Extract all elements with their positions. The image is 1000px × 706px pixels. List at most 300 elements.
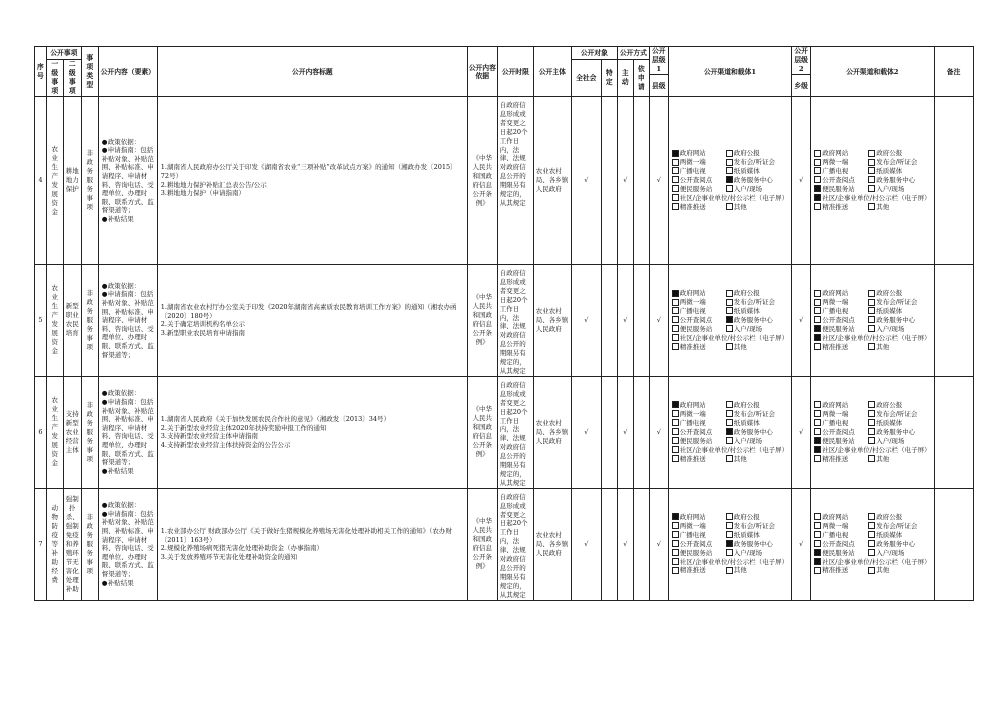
channel-option — [726, 307, 760, 316]
content-item-text: 补贴结果 — [107, 466, 134, 475]
content-title-line: 2.耕地地力保护补贴汇总表公告/公示 — [160, 180, 267, 189]
list-item — [102, 215, 155, 224]
header-on-request: 依申请 — [633, 60, 649, 97]
unchecked-box-icon — [726, 549, 733, 556]
unchecked-box-icon — [726, 307, 733, 314]
bullet-icon: ● — [101, 281, 108, 290]
header-channels1: 公开渠道和载体1 — [668, 47, 791, 97]
checked-box-icon — [814, 185, 821, 192]
channel-option — [726, 437, 762, 446]
channel-option — [672, 428, 726, 437]
subject-cell: 农业农村局、各乡镇人民政府 — [533, 488, 571, 600]
unchecked-box-icon — [814, 567, 821, 574]
channel-line — [672, 316, 788, 325]
channels2-cell — [811, 97, 934, 265]
level2-cell: 支持新型农业经营主体 — [63, 376, 81, 488]
header-level2: 二级事项 — [63, 60, 81, 97]
channel-label: 政府网站 — [679, 289, 706, 298]
content-item-text: 申请指南：包括补贴对象、补贴范围、补贴标准、申请程序、申请材料、咨询电话、受理单位、办理时限、联系方式、监督渠道等； — [101, 397, 154, 467]
channel-line — [814, 566, 930, 575]
list-item — [102, 579, 155, 588]
channel-option — [672, 298, 726, 307]
on-request-check — [633, 265, 649, 377]
channel-label: 政府公报 — [733, 513, 760, 522]
channel-option — [672, 194, 788, 203]
bullet-icon: ● — [101, 214, 108, 223]
channel-label: 社区/企事业单位/村公示栏（电子屏） — [679, 333, 789, 342]
channel-label: 纸质媒体 — [733, 530, 760, 539]
channel-option — [814, 334, 930, 343]
header-subject: 公开主体 — [533, 47, 571, 97]
channels1-cell — [668, 376, 791, 488]
unchecked-box-icon — [726, 522, 733, 529]
unchecked-box-icon — [814, 159, 821, 166]
content-item-text: 申请指南：包括补贴对象、补贴范围、补贴标准、申请程序、申请材料、咨询电话、受理单位、办理时限、联系方式、监督渠道等； — [101, 290, 154, 359]
channel-label: 政务服务中心 — [733, 315, 773, 324]
channel-line — [814, 325, 930, 334]
unchecked-box-icon — [672, 185, 679, 192]
remarks-cell — [934, 488, 973, 600]
table-row — [35, 265, 974, 377]
active-check: √ — [617, 265, 633, 377]
channel-label: 便民服务站 — [679, 184, 713, 193]
all-society-check: √ — [571, 265, 601, 377]
channel-option — [672, 437, 726, 446]
channel-line — [814, 185, 930, 194]
channel-option — [868, 419, 902, 428]
content-cell — [98, 488, 157, 600]
channel-label: 社区/企事业单位/村公示栏（电子屏） — [822, 445, 931, 454]
checked-box-icon — [814, 437, 821, 444]
on-request-check — [633, 97, 649, 265]
county-check: √ — [649, 376, 668, 488]
unchecked-box-icon — [868, 203, 875, 210]
channel-option — [672, 531, 726, 540]
unchecked-box-icon — [672, 299, 679, 306]
channel-label: 广播电视 — [822, 418, 849, 427]
channel-option — [726, 455, 747, 464]
unchecked-box-icon — [726, 167, 733, 174]
channel-line — [672, 185, 788, 194]
channel-option — [726, 410, 775, 419]
item-type-cell: 非政务服务事项 — [81, 97, 98, 265]
channel-label: 精准推送 — [822, 202, 849, 211]
channel-option — [672, 566, 726, 575]
unchecked-box-icon — [868, 401, 875, 408]
channel-option — [868, 316, 915, 325]
unchecked-box-icon — [726, 437, 733, 444]
channel-line — [672, 428, 788, 437]
level1-cell: 农业生产发展资金 — [46, 265, 63, 377]
all-society-check: √ — [571, 376, 601, 488]
content-item-text: 政策依据： — [107, 137, 141, 146]
content-item-text: 申请指南：包括补贴对象、补贴范围、补贴标准、申请程序、申请材料、咨询电话、受理单位、办理时限、联系方式、监督渠道等； — [101, 509, 154, 578]
channel-label: 广播电视 — [679, 307, 706, 316]
bullet-icon: ● — [101, 501, 108, 510]
channel-option — [814, 513, 868, 522]
channel-line — [672, 531, 788, 540]
subject-cell: 农业农村局、各乡镇人民政府 — [533, 265, 571, 377]
channel-label: 便民服务站 — [679, 436, 713, 445]
header-level-one-group: 公开层级1 — [649, 47, 668, 75]
unchecked-box-icon — [726, 185, 733, 192]
unchecked-box-icon — [868, 176, 875, 183]
channel-label: 政府网站 — [822, 401, 849, 410]
specific-check — [601, 376, 617, 488]
channel-option — [726, 298, 775, 307]
content-title-line: 3.支持新型农业经营主体申请指南 — [160, 432, 258, 441]
channel-label: 政务服务中心 — [876, 176, 916, 185]
channel-option — [726, 513, 760, 522]
channel-label: 政务服务中心 — [876, 427, 916, 436]
channel-option — [726, 203, 747, 212]
channel-option — [814, 540, 868, 549]
time-limit-cell: 自政府信息形成或者变更之日起20个工作日内，法律、法规对政府信息公开的期限另有规定的，从其规定 — [497, 488, 533, 600]
header-items-group: 公开事项 — [46, 47, 81, 60]
table-body — [35, 97, 974, 601]
checked-box-icon — [672, 401, 679, 408]
item-type-cell: 非政务服务事项 — [81, 265, 98, 377]
channel-label: 公开查阅点 — [679, 539, 713, 548]
channel-label: 公开查阅点 — [679, 176, 713, 185]
channel-option — [672, 410, 726, 419]
channel-label: 便民服务站 — [822, 184, 855, 193]
channel-option — [868, 325, 904, 334]
channel-option — [672, 513, 726, 522]
unchecked-box-icon — [814, 410, 821, 417]
list-item — [102, 146, 155, 215]
channel-option — [672, 289, 726, 298]
unchecked-box-icon — [814, 290, 821, 297]
unchecked-box-icon — [868, 513, 875, 520]
channel-label: 其他 — [876, 566, 890, 575]
channel-label: 入户/现场 — [876, 324, 905, 333]
channel-option — [868, 176, 915, 185]
channel-line — [672, 167, 788, 176]
seq-cell: 4 — [35, 97, 47, 265]
channel-label: 精准推送 — [679, 454, 706, 463]
channel-option — [814, 203, 868, 212]
channel-label: 公开查阅点 — [822, 315, 855, 324]
channel-label: 两微一端 — [822, 521, 849, 530]
channels2-cell — [811, 488, 934, 600]
channel-line — [814, 289, 930, 298]
unchecked-box-icon — [726, 410, 733, 417]
unchecked-box-icon — [726, 455, 733, 462]
unchecked-box-icon — [672, 410, 679, 417]
channel-line — [672, 325, 788, 334]
time-limit-cell: 自政府信息形成或者变更之日起20个工作日内，法律、法规对政府信息公开的期限另有规定的，从其规定 — [497, 376, 533, 488]
content-title-cell — [157, 376, 467, 488]
channel-label: 发布会/听证会 — [876, 410, 918, 419]
channel-option — [814, 446, 930, 455]
channel-label: 公开查阅点 — [679, 315, 713, 324]
header-target: 公开对象 — [571, 47, 617, 60]
unchecked-box-icon — [672, 549, 679, 556]
channel-line — [814, 194, 930, 203]
disclosure-table — [34, 46, 974, 601]
bullet-icon: ● — [101, 290, 108, 299]
channel-option — [672, 540, 726, 549]
unchecked-box-icon — [672, 540, 679, 547]
channel-label: 社区/企事业单位/村公示栏（电子屏） — [822, 193, 931, 202]
header-basis: 公开内容依据 — [467, 47, 497, 97]
unchecked-box-icon — [868, 150, 875, 157]
header-item-type: 事项类型 — [81, 47, 98, 97]
channel-line — [672, 566, 788, 575]
content-title-line: 4.支持新型农业经营主体扶持资金的公告公示 — [160, 440, 291, 449]
channel-option — [672, 446, 788, 455]
channel-label: 公开查阅点 — [679, 427, 713, 436]
channel-label: 入户/现场 — [733, 324, 762, 333]
channels1-cell — [668, 265, 791, 377]
channel-option — [726, 316, 773, 325]
channel-option — [868, 522, 917, 531]
unchecked-box-icon — [868, 522, 875, 529]
channel-option — [868, 540, 915, 549]
unchecked-box-icon — [814, 316, 821, 323]
channel-line — [814, 549, 930, 558]
channel-option — [726, 401, 760, 410]
unchecked-box-icon — [672, 455, 679, 462]
channel-line — [672, 437, 788, 446]
subject-cell: 农业农村局、各乡镇人民政府 — [533, 376, 571, 488]
channel-option — [814, 176, 868, 185]
bullet-icon: ● — [101, 466, 108, 475]
content-list — [99, 138, 157, 224]
level2-cell: 强制扑杀、强制免疫和养殖环节无害化处理补助 — [63, 488, 81, 600]
channel-option — [868, 437, 904, 446]
channel-option — [726, 289, 760, 298]
channel-label: 发布会/听证会 — [733, 521, 775, 530]
channel-label: 发布会/听证会 — [876, 298, 918, 307]
content-title-line: 1.湖南省人民政府《关于加快发展农民合作社的意见》（湘政发〔2013〕34号） — [160, 415, 391, 424]
content-item-text: 申请指南：包括补贴对象、补贴范围、补贴标准、申请程序、申请材料、咨询电话、受理单位、办理时限、联系方式、监督渠道等； — [101, 146, 154, 215]
channel-option — [868, 298, 917, 307]
unchecked-box-icon — [814, 167, 821, 174]
channel-label: 便民服务站 — [822, 324, 855, 333]
bullet-icon: ● — [101, 578, 108, 587]
unchecked-box-icon — [814, 522, 821, 529]
active-check: √ — [617, 488, 633, 600]
channel-label: 便民服务站 — [822, 436, 855, 445]
channel-line — [814, 419, 930, 428]
unchecked-box-icon — [726, 299, 733, 306]
content-title-line: 3.新型职业农民培育申请指南 — [160, 329, 245, 338]
channel-line — [814, 307, 930, 316]
basis-cell: 《中华人民共和国政府信息公开条例》 — [467, 376, 497, 488]
checked-box-icon — [814, 446, 821, 453]
time-limit-cell: 自政府信息形成或者变更之日起20个工作日内，法律、法规对政府信息公开的期限另有规定的，从其规定 — [497, 265, 533, 377]
channel-option — [814, 289, 868, 298]
level2-cell: 新型职业农民培育 — [63, 265, 81, 377]
channel-label: 政务服务中心 — [733, 427, 773, 436]
channel-label: 纸质媒体 — [876, 530, 903, 539]
checked-box-icon — [672, 150, 679, 157]
unchecked-box-icon — [868, 167, 875, 174]
checked-box-icon — [726, 428, 733, 435]
specific-check — [601, 97, 617, 265]
unchecked-box-icon — [672, 428, 679, 435]
unchecked-box-icon — [814, 150, 821, 157]
unchecked-box-icon — [726, 419, 733, 426]
checked-box-icon — [726, 316, 733, 323]
unchecked-box-icon — [814, 203, 821, 210]
township-check: √ — [792, 376, 811, 488]
seq-cell: 6 — [35, 376, 47, 488]
channel-line — [814, 513, 930, 522]
channel-line — [672, 176, 788, 185]
unchecked-box-icon — [672, 194, 679, 201]
active-check: √ — [617, 97, 633, 265]
unchecked-box-icon — [868, 316, 875, 323]
header-seq: 序号 — [35, 47, 47, 97]
channel-label: 广播电视 — [679, 418, 706, 427]
unchecked-box-icon — [672, 159, 679, 166]
unchecked-box-icon — [868, 455, 875, 462]
level1-cell: 农业生产发展资金 — [46, 376, 63, 488]
header-county: 县级 — [649, 75, 668, 97]
channel-label: 纸质媒体 — [876, 167, 903, 176]
channel-option — [672, 203, 726, 212]
channel-line — [814, 158, 930, 167]
channel-label: 政府网站 — [822, 513, 849, 522]
channel-option — [868, 343, 889, 352]
unchecked-box-icon — [726, 531, 733, 538]
list-item — [102, 510, 155, 579]
channel-label: 精准推送 — [822, 342, 849, 351]
unchecked-box-icon — [868, 567, 875, 574]
channel-label: 精准推送 — [679, 342, 706, 351]
list-item — [102, 501, 155, 510]
subject-cell: 农业农村局、各乡镇人民政府 — [533, 97, 571, 265]
channel-option — [814, 149, 868, 158]
unchecked-box-icon — [672, 531, 679, 538]
channel-line — [814, 522, 930, 531]
channel-label: 纸质媒体 — [876, 307, 903, 316]
channels1-cell — [668, 488, 791, 600]
channel-option — [672, 334, 788, 343]
item-type-cell: 非政务服务事项 — [81, 376, 98, 488]
unchecked-box-icon — [672, 203, 679, 210]
channel-label: 广播电视 — [679, 530, 706, 539]
channel-label: 政务服务中心 — [733, 176, 773, 185]
channel-option — [814, 566, 868, 575]
unchecked-box-icon — [814, 540, 821, 547]
channel-option — [814, 298, 868, 307]
channel-label: 其他 — [733, 342, 747, 351]
header-content: 公开内容（要素） — [98, 47, 157, 97]
unchecked-box-icon — [868, 185, 875, 192]
channel-label: 发布会/听证会 — [733, 158, 775, 167]
channel-option — [814, 437, 868, 446]
channel-option — [672, 325, 726, 334]
basis-cell: 《中华人民共和国政府信息公开条例》 — [467, 97, 497, 265]
channel-label: 政务服务中心 — [876, 315, 916, 324]
channel-line — [672, 455, 788, 464]
unchecked-box-icon — [814, 299, 821, 306]
unchecked-box-icon — [814, 428, 821, 435]
channel-option — [814, 325, 868, 334]
channel-line — [814, 455, 930, 464]
channel-option — [868, 307, 902, 316]
checked-box-icon — [726, 540, 733, 547]
unchecked-box-icon — [726, 343, 733, 350]
unchecked-box-icon — [868, 410, 875, 417]
channel-label: 入户/现场 — [733, 548, 762, 557]
all-society-check: √ — [571, 488, 601, 600]
channel-option — [672, 522, 726, 531]
on-request-check — [633, 376, 649, 488]
channel-line — [672, 289, 788, 298]
checked-box-icon — [672, 290, 679, 297]
checked-box-icon — [814, 549, 821, 556]
channel-label: 政府网站 — [679, 149, 706, 158]
channel-option — [868, 401, 902, 410]
channel-option — [672, 149, 726, 158]
unchecked-box-icon — [814, 307, 821, 314]
channel-line — [672, 334, 788, 343]
county-check: √ — [649, 265, 668, 377]
channel-line — [672, 298, 788, 307]
channel-line — [672, 522, 788, 531]
content-item-text: 政策依据： — [107, 501, 141, 510]
content-title-cell — [157, 97, 467, 265]
remarks-cell — [934, 97, 973, 265]
content-title-line: 2.规模化养殖场病死猪无害化处理补助资金（办事指南） — [160, 544, 323, 553]
checked-box-icon — [672, 513, 679, 520]
channel-label: 纸质媒体 — [733, 167, 760, 176]
unchecked-box-icon — [726, 513, 733, 520]
unchecked-box-icon — [672, 307, 679, 314]
channel-label: 广播电视 — [822, 167, 849, 176]
unchecked-box-icon — [672, 419, 679, 426]
content-item-text: 补贴结果 — [107, 578, 134, 587]
channel-line — [672, 203, 788, 212]
bullet-icon: ● — [101, 389, 108, 398]
channel-option — [814, 194, 930, 203]
channel-label: 其他 — [876, 202, 890, 211]
channel-label: 精准推送 — [679, 202, 706, 211]
channel-label: 便民服务站 — [679, 324, 713, 333]
channel-option — [672, 307, 726, 316]
channel-label: 两微一端 — [822, 158, 849, 167]
channel-option — [672, 419, 726, 428]
channel-line — [672, 194, 788, 203]
channel-label: 政务服务中心 — [733, 539, 773, 548]
channel-option — [726, 167, 760, 176]
content-cell — [98, 376, 157, 488]
channel-option — [672, 549, 726, 558]
bullet-icon: ● — [101, 397, 108, 406]
bullet-icon: ● — [101, 146, 108, 155]
header-remarks: 备注 — [934, 47, 973, 97]
channel-line — [814, 428, 930, 437]
channels2-cell — [811, 265, 934, 377]
channel-option — [868, 149, 902, 158]
channel-label: 入户/现场 — [733, 184, 762, 193]
unchecked-box-icon — [868, 159, 875, 166]
bullet-icon: ● — [101, 137, 108, 146]
unchecked-box-icon — [726, 150, 733, 157]
channel-option — [726, 531, 760, 540]
channel-label: 纸质媒体 — [876, 418, 903, 427]
channel-option — [814, 401, 868, 410]
channel-line — [672, 401, 788, 410]
unchecked-box-icon — [814, 419, 821, 426]
channels1-cell — [668, 97, 791, 265]
unchecked-box-icon — [868, 419, 875, 426]
